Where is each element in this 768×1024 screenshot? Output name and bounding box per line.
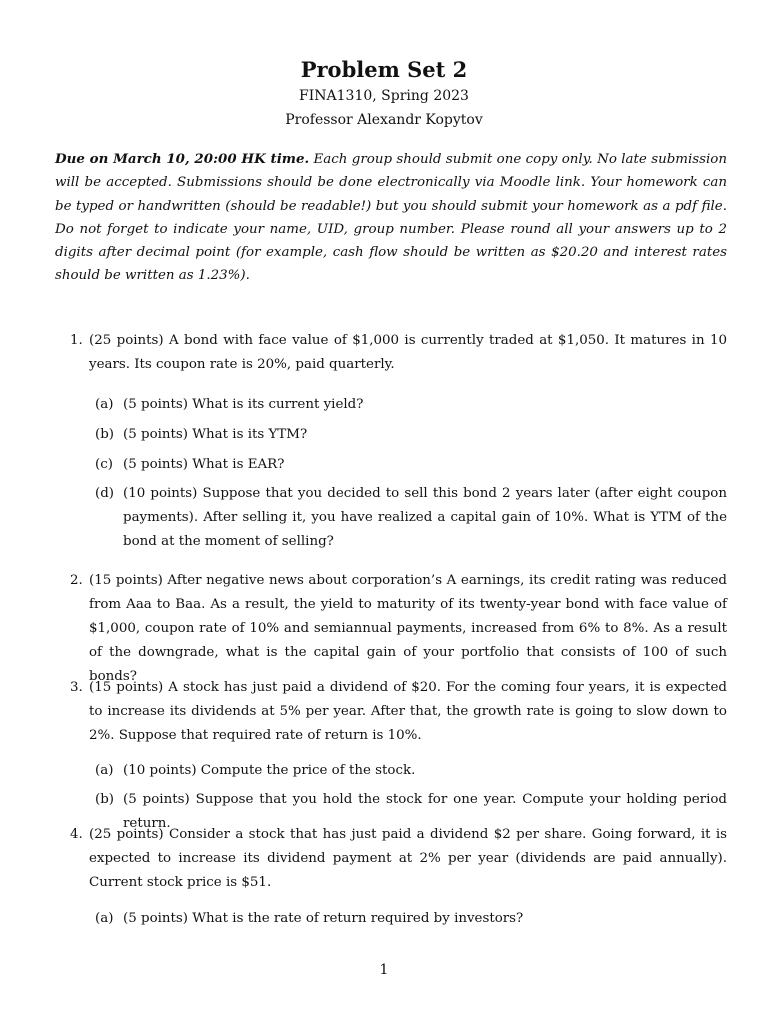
question-3 <box>55 676 727 748</box>
part-text: (10 points) Compute the price of the stock. <box>123 763 416 778</box>
part-text: (5 points) What is its YTM? <box>123 427 308 442</box>
part-label: (c) <box>95 457 113 472</box>
professor-line: Professor Alexandr Kopytov <box>285 112 483 128</box>
part-label: (b) <box>95 792 115 807</box>
part-label: (a) <box>95 763 114 778</box>
page-number: 1 <box>379 962 389 978</box>
question-2 <box>55 569 727 689</box>
due-date: Due on March 10, 20:00 HK time. <box>55 151 310 167</box>
question-3a <box>95 759 727 783</box>
question-1b <box>95 423 727 447</box>
question-number: 3. <box>70 680 83 695</box>
instructions-paragraph <box>55 148 727 288</box>
question-number: 4. <box>70 827 83 842</box>
question-4a <box>95 907 727 931</box>
part-label: (a) <box>95 397 114 412</box>
part-label: (d) <box>95 486 115 501</box>
question-1 <box>55 329 727 377</box>
question-text: (25 points) Consider a stock that has just paid a dividend $2 per share. Going forward, it is expected to increase its dividend payment at 2% per year (dividends are paid annually). Current stock price is $51. <box>89 827 727 890</box>
question-text: (15 points) After negative news about corporation’s A earnings, its credit rating was reduced from Aaa to Baa. As a result, the yield to maturity of its twenty-year bond with face value of $1,000, coupon rate of 10% and semiannual payments, increased from 6% to 8%. As a result of the downgrade, what is the capital gain of your portfolio that consists of 100 of such bonds? <box>89 573 727 684</box>
question-4 <box>55 823 727 895</box>
instructions-text: Each group should submit one copy only. No late submission will be accepted. Submissions should be done electronically via Moodle link. Your homework can be typed or handwritten (should be readable!) but you should submit your homework as a pdf file. Do not forget to indicate your name, UID, group number. Please round all your answers up to 2 digits after decimal point (for example, cash flow should be written as $20.20 and interest rates should be written as 1.23%). <box>55 152 727 284</box>
question-text: (15 points) A stock has just paid a dividend of $20. For the coming four years, it is expected to increase its dividends at 5% per year. After that, the growth rate is going to slow down to 2%. Suppose that required rate of return is 10%. <box>89 680 727 743</box>
question-1c <box>95 453 727 477</box>
part-label: (b) <box>95 427 115 442</box>
part-text: (5 points) What is its current yield? <box>123 397 364 412</box>
question-text: (25 points) A bond with face value of $1,000 is currently traded at $1,050. It matures in 10 years. Its coupon rate is 20%, paid quarterly. <box>89 333 727 372</box>
question-number: 1. <box>70 333 83 348</box>
part-text: (5 points) What is EAR? <box>123 457 285 472</box>
question-number: 2. <box>70 573 83 588</box>
question-1a <box>95 393 727 417</box>
part-text: (5 points) Suppose that you hold the stock for one year. Compute your holding period return. <box>123 792 727 831</box>
course-line: FINA1310, Spring 2023 <box>299 88 469 104</box>
page-title: Problem Set 2 <box>300 57 468 82</box>
question-1d <box>95 482 727 554</box>
part-text: (5 points) What is the rate of return required by investors? <box>123 911 524 926</box>
part-label: (a) <box>95 911 114 926</box>
part-text: (10 points) Suppose that you decided to sell this bond 2 years later (after eight coupon payments). After selling it, you have realized a capital gain of 10%. What is YTM of the bond at the moment of selling? <box>123 486 727 549</box>
